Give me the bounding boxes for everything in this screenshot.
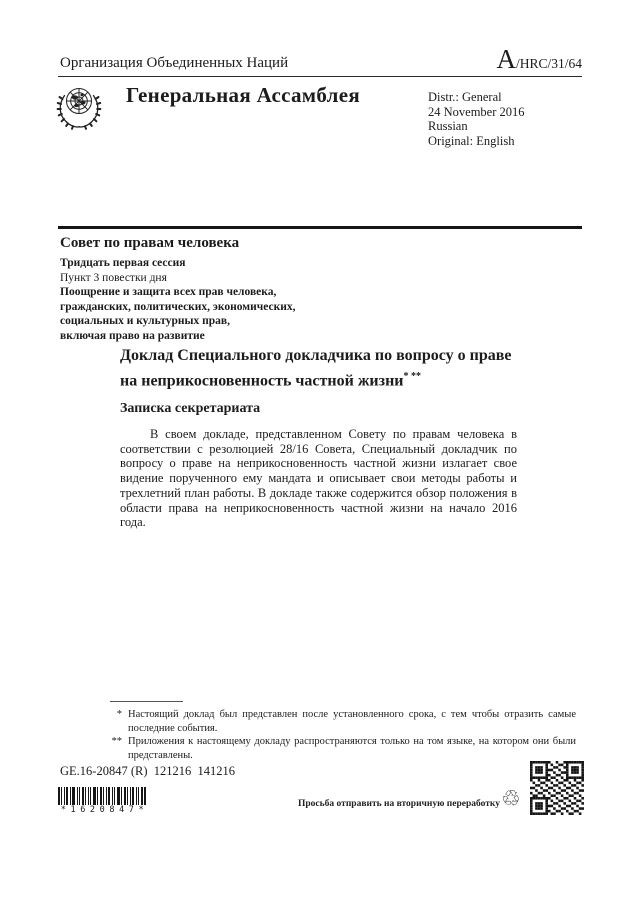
footnote-1-text: Настоящий доклад был представлен после установленного срока, с тем чтобы отразить самые последние события. — [128, 709, 576, 734]
qr-code-icon — [530, 761, 584, 815]
document-symbol — [496, 46, 582, 73]
footnotes — [104, 708, 576, 762]
session-block — [60, 234, 295, 343]
date-line: 24 November 2016 — [428, 104, 525, 119]
un-emblem-icon — [56, 82, 102, 134]
footnote-divider — [110, 701, 183, 702]
footnote-1-marker: * — [116, 709, 122, 720]
original-language-line: Original: English — [428, 133, 515, 148]
footnote-2 — [104, 735, 576, 762]
footnote-marks: * ** — [403, 370, 422, 382]
agenda-title-line: социальных и культурных прав, — [60, 315, 230, 327]
barcode-bars — [58, 787, 151, 805]
recycle-note: Просьба отправить на вторичную переработку — [298, 799, 500, 809]
summary-paragraph: В своем докладе, представленном Совету по правам человека в соответствии с резолюцией 28/16 Совета, Специальный докладчик по вопросу о праве на неприкосновенность частной жизни излагает свое видение порученного ему мандата и описывает свои методы работы и трехлетний план работы. В докладе также содержится обзор положения в области права на неприкосновенность частной жизни на начало 2016 года. — [120, 427, 517, 530]
language-line: Russian — [428, 119, 468, 133]
barcode-icon — [58, 787, 151, 815]
distr-line: Distr.: General — [428, 90, 502, 104]
barcode-number: *1620847* — [60, 805, 149, 815]
report-title-line1: Доклад Специального докладчика по вопросу о праве — [120, 347, 512, 364]
agenda-title-line: гражданских, политических, экономических, — [60, 300, 296, 313]
org-name: Организация Объединенных Наций — [60, 55, 289, 71]
footnote-2-marker: ** — [111, 736, 122, 747]
agenda-item: Пункт 3 повестки дня — [60, 271, 167, 284]
report-title-line2: на неприкосновенность частной жизни* ** — [120, 370, 422, 389]
report-title — [120, 346, 520, 391]
document-symbol-letter: A — [496, 44, 516, 74]
agenda-title-line: Поощрение и защита всех прав человека, — [60, 286, 277, 298]
session-name: Тридцать первая сессия — [60, 257, 186, 269]
document-symbol-number: /HRC/31/64 — [515, 56, 582, 71]
agenda-title-line: включая право на развитие — [60, 329, 205, 342]
footnote-2-text: Приложения к настоящему докладу распространяются только на том языке, на котором они были представлены. — [128, 736, 576, 761]
ge-registration-number: GE.16-20847 (R) 121216 141216 — [60, 764, 235, 778]
recycle-icon: ♲ — [501, 787, 521, 812]
assembly-title: Генеральная Ассамблея — [126, 83, 361, 107]
footnote-1 — [104, 708, 576, 735]
header-divider — [58, 76, 582, 77]
report-subtitle: Записка секретариата — [120, 401, 261, 416]
council-name: Совет по правам человека — [60, 235, 240, 251]
distribution-block — [428, 90, 525, 148]
masthead-divider — [58, 226, 582, 229]
